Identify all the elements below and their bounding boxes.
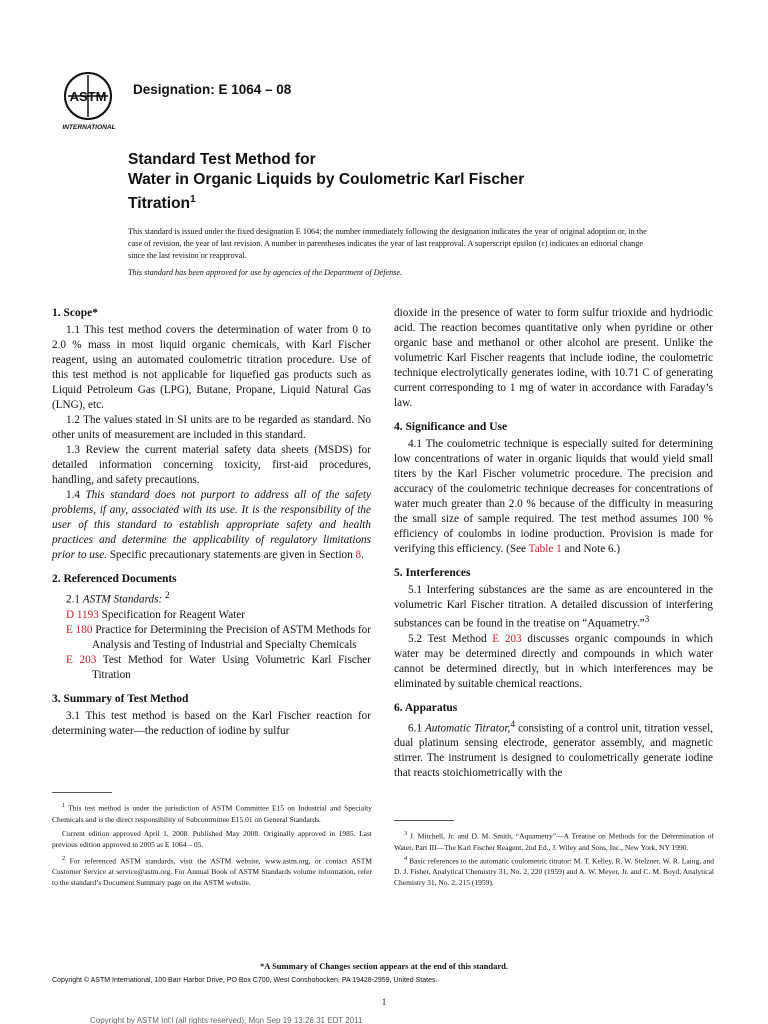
p6-1-text: consisting of a control unit, titration vessel, dual platinum sensing electrode, generator assembly, and magnetic stirrer. The instrument is designed to coulometrically generate iodine that reacts stoichiometrically with the [394, 722, 713, 780]
p5-1-text: 5.1 Interfering substances are the same as are encountered in the volumetric Karl Fischer titration. A detailed discussion of interfering substances can be found in the treatise on “Aquametry.” [394, 584, 713, 630]
footnote-1: $^1$ This test method is under the jurisdiction of ASTM Committee E15 on Industrial and Specialty Chemicals and is the direct responsibility of Subcommittee E15.01 on General Standards. [52, 802, 372, 824]
p1-4-end: . [361, 549, 364, 561]
designation: Designation: E 1064 – 08 [133, 82, 292, 97]
paragraph-2-1 [52, 589, 371, 608]
p2-1-sup: 2 [165, 591, 170, 601]
paragraph-3-1: 3.1 This test method is based on the Karl Fischer reaction for determining water—the reduction of iodine by sulfur [52, 709, 371, 737]
section-heading-scope: 1. Scope* [52, 307, 98, 319]
logo-subtext: INTERNATIONAL [62, 124, 116, 131]
section-heading-summary: 3. Summary of Test Method [52, 692, 189, 705]
footnote-4: $^4$ Basic references to the automatic coulometric titrator: M. T. Kelley, R. W. Stelzner, W. R. Laing, and D. J. Fisher, Analytical Chemistry 31, No. 2, 220 (1959) and A. W. Meyer, Jr. and C. M. Boyd, Analytical Chemistry 31, No. 2, 215 (1959). [394, 854, 714, 887]
title-line-1: Standard Test Method for [128, 151, 316, 168]
footnote-4-text: Basic references to the automatic coulometric titrator: M. T. Kelley, R. W. Stelzner, W. R. Laing, and D. J. Fisher, Analytical Chemistry 31, No. 2, 220 (1959) and A. W. Meyer, Jr. and C. M. Boyd, Analytical Chemistry 31, No. 2, 215 (1959). [394, 856, 714, 887]
p6-1-num: 6.1 [408, 722, 422, 735]
section-heading-significance: 4. Significance and Use [394, 421, 508, 433]
paragraph-1-2: 1.2 The values stated in SI units are to be regarded as standard. No other units of measurement are included in this standard. [52, 414, 371, 441]
e203-link[interactable]: E 203 [492, 632, 522, 645]
footnotes-left [52, 800, 372, 888]
paragraph-3-1-continued: dioxide in the presence of water to form sulfur trioxide and hydriodic acid. The reaction becomes quantitative only when pyridine or other organic base and methanol or other alcohol are present. Unlike the volumetric Karl Fischer reagents that include iodine, the coulometric technique electrolytically generates iodine, with 10.71 C of generating current corresponding to 1 mg of water in accordance with Faraday’s law. [394, 307, 713, 409]
reference-text: Specification for Reagent Water [101, 608, 245, 621]
paragraph-1-4 [52, 488, 371, 563]
paragraph-1-1: 1.1 This test method covers the determination of water from 0 to 2.0 % mass in most liquid organic chemicals, with Karl Fischer reagent, using an automated coulometric titration procedure. Use of this test method is not applicable for liquefied gas products such as Liquid Petroleum Gas (LPG), Butane, Propane, Liquid Natural Gas (LNG), etc. [52, 324, 371, 411]
footnote-3-text: J. Mitchell, Jr. and D. M. Smith, “Aquametry”—A Treatise on Methods for the Determination of Water, Part III—The Karl Fischer Reagent, 2nd Ed., J. Wiley and Sons, Inc., New York, NY 1990. [394, 831, 714, 852]
approval-notice: This standard has been approved for use by agencies of the Department of Defense. [128, 268, 403, 277]
title-line-2: Water in Organic Liquids by Coulometric Karl Fischer [128, 171, 525, 188]
table-1-link[interactable]: Table 1 [528, 543, 562, 555]
paragraph-5-1 [394, 583, 713, 632]
p6-1-sup: 4 [510, 719, 515, 730]
footnote-1-edition: Current edition approved April 1, 2008. Published May 2008. Originally approved in 1985. Last previous edition approved in 2005 as E 1064 – 05. [52, 828, 372, 849]
p2-1-num: 2.1 [66, 593, 80, 606]
p5-1-sup: 3 [644, 615, 650, 625]
section-heading-interferences: 5. Interferences [394, 567, 471, 579]
astm-logo [58, 70, 122, 132]
ref-d1193-link[interactable]: D 1193 [66, 608, 99, 621]
logo-text: ASTM [69, 89, 107, 104]
section-heading-referenced: 2. Referenced Documents [52, 573, 177, 585]
issued-notice: This standard is issued under the fixed designation E 1064; the number immediately following the designation indicates the year of original adoption or, in the case of revision, the year of last revision. A number in parentheses indicates the year of last reapproval. A superscript epsilon (ε) indicates an editorial change since the last revision or reapproval. [128, 227, 647, 261]
p5-2-a: 5.2 Test Method [408, 632, 487, 645]
footnote-rule-right [394, 820, 454, 821]
p1-4-num: 1.4 [66, 489, 80, 501]
paragraph-4-1 [394, 437, 713, 557]
footnote-2: $^2$ For referenced ASTM standards, visit the ASTM website, www.astm.org, or contact ASTM Customer Service at service@astm.org. For Annual Book of ASTM Standards volume information, refer to the standard’s Document Summary page on the ASTM website. [52, 854, 372, 887]
p1-4-rest: Specific precautionary statements are given in Section [109, 549, 353, 561]
right-column [394, 306, 713, 781]
paragraph-5-2 [394, 632, 713, 692]
reference-item [52, 653, 371, 683]
title-line-3 [128, 190, 648, 214]
ref-e180-link[interactable]: E 180 [66, 623, 93, 636]
section-8-link[interactable]: 8 [355, 549, 362, 561]
document-title [128, 150, 648, 214]
left-column [52, 306, 371, 739]
title-footnote-mark: 1 [190, 194, 196, 205]
p4-1-text: 4.1 The coulometric technique is especially suited for determining low concentrations of water in organic liquids that would yield small titers by the Karl Fischer volumetric procedure. The precision and accuracy of the coulometric technique decreases for concentrations of water much greater than 2.0 % because of the difficulty in measuring the small size of sample required. The test method assumes 100 % efficiency of coulombs in iodine production. Provision is made for verifying this efficiency. (See [394, 438, 713, 555]
footnote-3: $^3$ J. Mitchell, Jr. and D. M. Smith, “Aquametry”—A Treatise on Methods for the Determination of Water, Part III—The Karl Fischer Reagent, 2nd Ed., J. Wiley and Sons, Inc., New York, NY 1990. [394, 830, 714, 852]
ref-e203-link[interactable]: E 203 [66, 653, 97, 666]
astm-standards-label: ASTM Standards: [82, 593, 163, 606]
summary-of-changes-note: *A Summary of Changes section appears at the end of this standard. [260, 961, 508, 971]
automatic-titrator-label: Automatic Titrator, [424, 722, 511, 735]
license-line-cut: Copyright by ASTM Int'l (all rights reserved); Mon Sep 19 13:26:31 EDT 2011 [90, 1016, 363, 1024]
section-heading-apparatus: 6. Apparatus [394, 701, 458, 714]
p1-4-italic: This standard does not purport to address all of the safety problems, if any, associated with its use. It is the responsibility of the user of this standard to establish appropriate safety and health practices and determine the applicability of regulatory limitations prior to use. [52, 489, 372, 561]
paragraph-1-3: 1.3 Review the current material safety data sheets (MSDS) for detailed information concerning toxicity, first-aid procedures, handling, and safety precautions. [52, 444, 371, 486]
paragraph-6-1 [394, 718, 713, 782]
footnotes-right [394, 828, 714, 888]
page-number: 1 [381, 997, 387, 1007]
footnote-1-text: This test method is under the jurisdiction of ASTM Committee E15 on Industrial and Specialty Chemicals and is the direct responsibility of Subcommittee E15.01 on General Standards. [52, 803, 372, 824]
reference-item [52, 623, 371, 653]
reference-text: Test Method for Water Using Volumetric Karl Fischer Titration [92, 653, 371, 681]
title-line-3-text: Titration [128, 195, 191, 213]
p5-2-b: discusses organic compounds in which water may be determined directly and compounds in which water cannot be determined directly, but in which interferences may be eliminated by suitable chemical reactions. [394, 632, 713, 690]
p4-1-end: and Note 6.) [564, 543, 621, 555]
copyright-line: Copyright © ASTM International, 100 Barr Harbor Drive, PO Box C700, West Conshohocken, PA 19428-2959, United States. [52, 977, 438, 984]
reference-text: Practice for Determining the Precision of ASTM Methods for Analysis and Testing of Industrial and Specialty Chemicals [92, 623, 372, 651]
footnote-rule-left [52, 792, 112, 793]
reference-item [52, 608, 371, 623]
footnote-2-text: For referenced ASTM standards, visit the ASTM website, www.astm.org, or contact ASTM Customer Service at service@astm.org. For Annual Book of ASTM Standards volume information, refer to the standard’s Document Summary page on the ASTM website. [52, 856, 372, 887]
